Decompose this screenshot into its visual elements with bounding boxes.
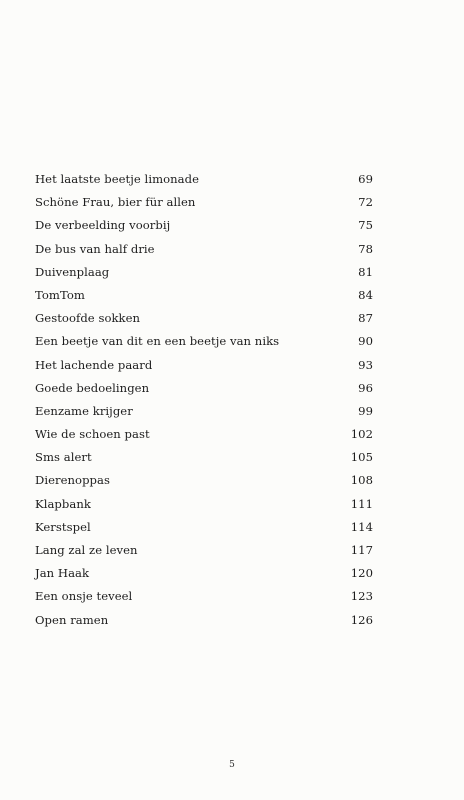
toc-entry-page: 102 [350, 427, 373, 442]
toc-entry [35, 307, 373, 330]
toc-entry-page: 117 [350, 543, 373, 557]
toc-entry-title: Eenzame krijger [35, 403, 133, 418]
toc-entry [35, 400, 373, 423]
toc-entry-title: De verbeelding voorbij [35, 218, 171, 233]
toc-entry-title: TomTom [35, 287, 85, 302]
toc-entry-page: 96 [358, 380, 373, 395]
toc-entry [35, 493, 373, 516]
toc-entry [35, 191, 373, 214]
toc-entry-page: 69 [358, 172, 373, 186]
toc-entry-title: Het laatste beetje limonade [35, 172, 200, 186]
toc-entry [35, 609, 373, 632]
toc-entry [35, 585, 373, 608]
toc-entry [35, 446, 373, 469]
toc-entry [35, 330, 373, 353]
table-of-contents [35, 168, 373, 632]
toc-entry [35, 469, 373, 492]
toc-entry [35, 168, 373, 191]
toc-entry-page: 90 [358, 334, 373, 349]
toc-entry-page: 99 [358, 403, 373, 418]
toc-entry-page: 108 [350, 473, 373, 488]
toc-entry [35, 214, 373, 237]
toc-entry-title: Sms alert [35, 450, 92, 465]
toc-entry-title: Dierenoppas [35, 473, 110, 488]
toc-entry-page: 75 [358, 218, 373, 233]
toc-entry-page: 126 [350, 612, 373, 627]
toc-entry [35, 539, 373, 562]
toc-entry [35, 377, 373, 400]
toc-entry [35, 516, 373, 539]
toc-entry-page: 120 [350, 566, 373, 581]
toc-entry-page: 84 [358, 287, 373, 302]
toc-entry-page: 87 [358, 311, 373, 326]
page-number: 5 [229, 760, 235, 770]
toc-entry-title: Jan Haak [35, 566, 90, 581]
toc-entry-title: Gestoofde sokken [35, 311, 141, 326]
toc-entry-title: Een beetje van dit en een beetje van niks [35, 334, 280, 349]
toc-entry [35, 562, 373, 585]
toc-entry-page: 105 [350, 450, 373, 465]
toc-entry-page: 72 [358, 195, 373, 210]
toc-entry-title: De bus van half drie [35, 241, 155, 256]
toc-entry-title: Wie de schoen past [35, 427, 150, 442]
toc-entry-title: Lang zal ze leven [35, 543, 138, 557]
toc-entry-page: 93 [358, 357, 373, 372]
toc-entry-title: Klapbank [35, 496, 91, 511]
toc-entry [35, 354, 373, 377]
toc-entry-page: 111 [350, 496, 373, 511]
toc-entry-title: Goede bedoelingen [35, 380, 150, 395]
toc-entry [35, 238, 373, 261]
toc-entry-page: 123 [350, 589, 373, 604]
toc-entry [35, 284, 373, 307]
toc-entry-page: 78 [358, 241, 373, 256]
toc-entry [35, 261, 373, 284]
toc-entry-title: Open ramen [35, 612, 109, 627]
toc-entry-title: Een onsje teveel [35, 589, 133, 604]
toc-entry-title: Kerstspel [35, 519, 91, 534]
toc-entry-title: Het lachende paard [35, 357, 153, 372]
toc-entry-page: 81 [358, 264, 373, 279]
toc-entry [35, 423, 373, 446]
toc-entry-page: 114 [350, 519, 373, 534]
toc-entry-title: Duivenplaag [35, 264, 110, 279]
toc-entry-title: Schöne Frau, bier für allen [35, 195, 196, 210]
